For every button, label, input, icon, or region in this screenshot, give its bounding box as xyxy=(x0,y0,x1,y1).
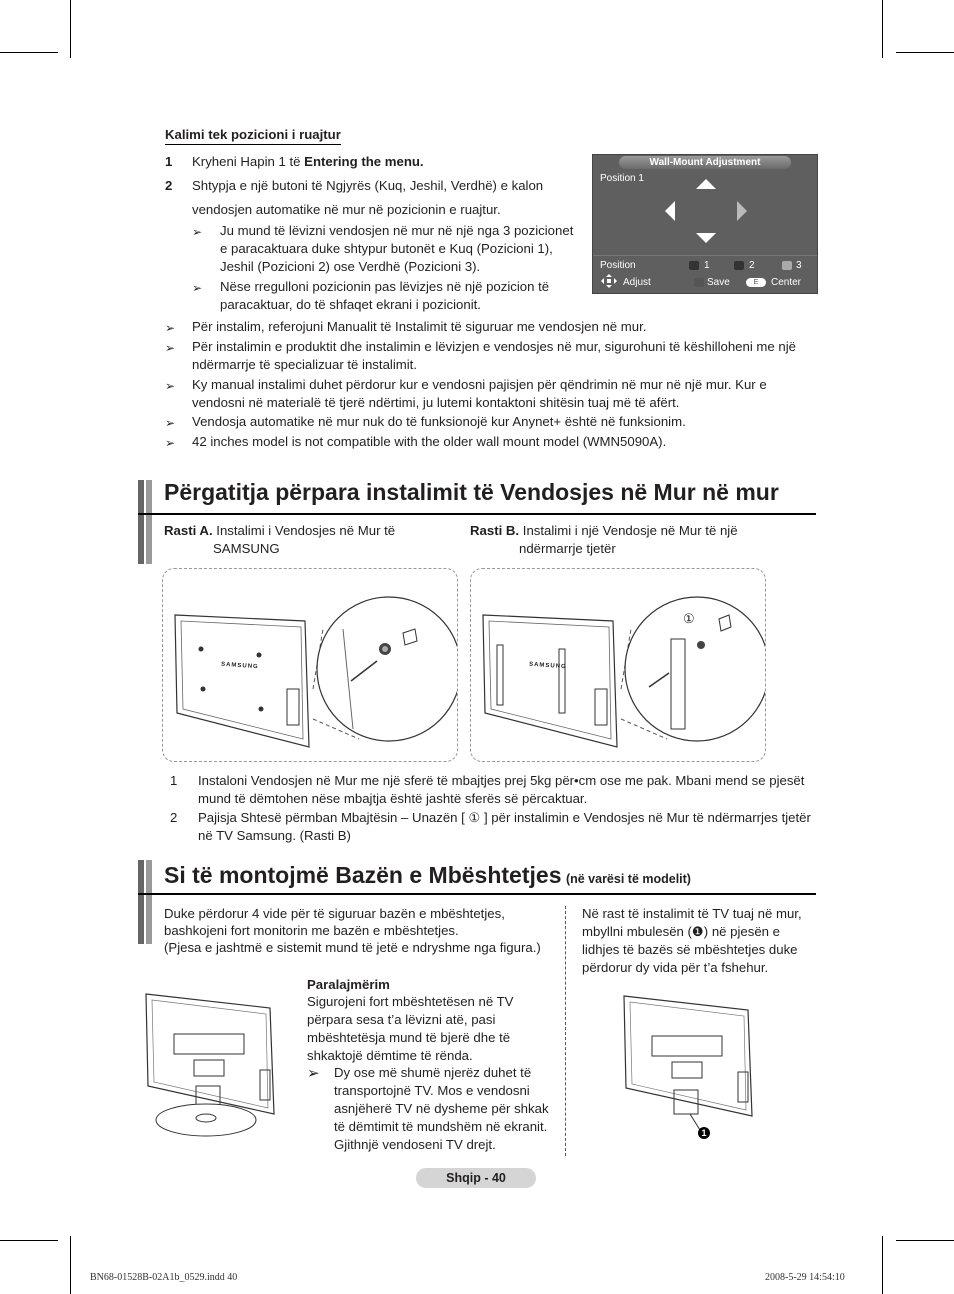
warning-arrow-icon: ➢ xyxy=(307,1065,320,1082)
case-b-text: Instalimi i një Vendosje në Mur të një xyxy=(522,523,738,538)
case-b-label: Rasti B. xyxy=(470,523,520,538)
warning-title: Paralajmërim xyxy=(307,977,390,992)
case-a-caption xyxy=(164,522,424,540)
osd-adjust: Adjust xyxy=(623,277,651,288)
note-arrow-icon: ➢ xyxy=(165,379,176,393)
step-text: vendosjen automatike në mur në pozicionin e ruajtur. xyxy=(192,202,501,217)
note-arrow-icon: ➢ xyxy=(165,321,176,335)
crop-mark xyxy=(896,52,954,53)
section-title-main: Si të montojmë Bazën e Mbështetjes xyxy=(164,862,562,888)
heading-bar xyxy=(138,860,144,944)
figure-case-a xyxy=(162,568,458,762)
crop-mark xyxy=(896,1240,954,1241)
osd-title: Wall-Mount Adjustment xyxy=(619,156,791,169)
tv-back-illustration xyxy=(163,569,457,761)
note-arrow-icon: ➢ xyxy=(192,281,203,295)
step-text xyxy=(192,153,424,171)
osd-center: Center xyxy=(771,277,802,288)
osd-screen xyxy=(592,154,818,294)
note-text: Ky manual instalimi duhet përdorur kur e vendosni pajisjen për qëndrimin në mur në një mur. Kur e vendosni në materialë të tjerë ndërtimi, ju lutemi kontaktoni shitësin tuaj më të afërt. xyxy=(192,377,767,410)
osd-row-label: Position xyxy=(600,260,636,271)
enter-button-icon: E xyxy=(746,278,766,287)
osd-pos3: 3 xyxy=(796,260,802,271)
note-arrow-icon: ➢ xyxy=(165,416,176,430)
arrow-up-icon xyxy=(696,179,716,189)
wall-install-text: Në rast të instalimit të TV tuaj në mur, mbyllni mbulesën (❶) në pjesën e lidhjes të bazës së mbështetjes duke përdorur dy vida për t’a fshehur. xyxy=(582,906,802,975)
column-divider xyxy=(565,906,566,1156)
step-text-plain: Kryheni Hapin 1 të xyxy=(192,154,305,169)
arrow-left-icon xyxy=(665,201,675,221)
osd-position-label: Position 1 xyxy=(600,173,644,184)
osd-pos2: 2 xyxy=(749,260,755,271)
heading-bar xyxy=(138,480,144,564)
heading-underline xyxy=(138,893,816,895)
ring-callout: ① xyxy=(683,611,695,626)
heading-bar xyxy=(146,860,152,944)
note-text: Për instalimin e produktit dhe instalimin e lëvizjen e vendosjes në mur, sigurohuni të këshilloheni me një ndërmarrje të specializuar të instalimit. xyxy=(192,339,797,372)
heading-underline xyxy=(138,513,816,515)
footer-date: 2008-5-29 14:54:10 xyxy=(765,1272,845,1283)
note-arrow-icon: ➢ xyxy=(165,436,176,450)
case-b-caption xyxy=(470,522,770,540)
step-number: 1 xyxy=(165,154,173,169)
case-b-caption-2: ndërmarrje tjetër xyxy=(519,541,616,556)
crop-mark xyxy=(70,1236,71,1294)
case-a-text: Instalimi i Vendosjes në Mur të xyxy=(216,523,396,538)
step-text-bold: Entering the menu. xyxy=(304,154,424,169)
case-a-label: Rasti A. xyxy=(164,523,213,538)
heading-bar xyxy=(146,480,152,564)
figure-case-b xyxy=(470,568,766,762)
list-number: 1 xyxy=(170,773,178,788)
yellow-button-icon xyxy=(782,261,792,270)
step-number: 2 xyxy=(165,178,173,193)
red-button-icon xyxy=(689,261,699,270)
crop-mark xyxy=(0,52,58,53)
green-button-icon xyxy=(734,261,744,270)
section-heading: Kalimi tek pozicioni i ruajtur xyxy=(165,126,341,145)
crop-mark xyxy=(0,1240,58,1241)
note-arrow-icon: ➢ xyxy=(192,225,203,239)
step-text: Shtypja e një butoni të Ngjyrës (Kuq, Jeshil, Verdhë) e kalon xyxy=(192,178,544,193)
section-title xyxy=(164,862,691,889)
tv-stand-illustration xyxy=(142,990,282,1146)
tv-brand-label: SAMSUNG xyxy=(528,661,567,671)
move-arrows-icon xyxy=(601,274,617,288)
list-text: Pajisja Shtesë përmban Mbajtësin – Unazën [ ① ] për instalimin e Vendosjes në Mur të ndërmarrjes tjetër në TV Samsung. (Rasti B) xyxy=(198,810,811,843)
footer-file: BN68-01528B-02A1b_0529.indd 40 xyxy=(90,1272,238,1283)
note-text: Për instalim, referojuni Manualit të Instalimit të siguruar me vendosjen në mur. xyxy=(192,319,647,334)
page-number: Shqip - 40 xyxy=(416,1168,536,1188)
assembly-text: bashkojeni fort monitorin me bazën e mbështetjes. xyxy=(164,923,459,938)
warning-text: Sigurojeni fort mbështetësen në TV përpara sesa t’a lëvizni atë, pasi mbështetësja mund të bjerë dhe të shkaktojë dëmtime të rënda. xyxy=(307,994,514,1063)
list-text: Instaloni Vendosjen në Mur me një sferë të mbajtjes prej 5kg për•cm ose me pak. Mbani mend se pjesët mund të dëmtohen nëse mbajtja është jashtë sferës së përcaktuar. xyxy=(198,773,805,806)
section-title: Përgatitja përpara instalimit të Vendosjes në Mur në mur xyxy=(164,479,779,505)
list-number: 2 xyxy=(170,810,178,825)
save-button-icon xyxy=(694,278,704,287)
note-text: 42 inches model is not compatible with the older wall mount model (WMN5090A). xyxy=(192,434,667,449)
cover-callout-icon: 1 xyxy=(698,1127,710,1139)
assembly-text: Duke përdorur 4 vide për të siguruar bazën e mbështetjes, xyxy=(164,906,505,921)
osd-save: Save xyxy=(707,277,730,288)
note-text: Ju mund të lëvizni vendosjen në mur në një nga 3 pozicionet e paracaktuara duke shtypur butonët e Kuq (Pozicioni 1), Jeshil (Pozicioni 2) ose Verdhë (Pozicioni 3). xyxy=(220,223,574,274)
tv-brand-label: SAMSUNG xyxy=(220,661,259,671)
osd-divider xyxy=(593,255,817,256)
tv-stand-wall-illustration xyxy=(620,992,760,1138)
arrow-right-icon xyxy=(737,201,747,221)
note-text: Vendosja automatike në mur nuk do të funksionojë kur Anynet+ është në funksionim. xyxy=(192,414,686,429)
assembly-text: (Pjesa e jashtmë e sistemit mund të jetë e ndryshme nga figura.) xyxy=(164,940,541,955)
osd-pos1: 1 xyxy=(704,260,710,271)
case-a-caption-2: SAMSUNG xyxy=(213,541,280,556)
note-text: Nëse rregulloni pozicionin pas lëvizjes në një pozicion të paracaktuar, do të shfaqet ekrani i pozicionit. xyxy=(220,279,550,312)
crop-mark xyxy=(882,0,883,58)
osd-direction-arrows-icon xyxy=(663,175,749,247)
crop-mark xyxy=(70,0,71,58)
section-title-note: (në varësi të modelit) xyxy=(565,872,691,886)
arrow-down-icon xyxy=(696,233,716,243)
note-arrow-icon: ➢ xyxy=(165,341,176,355)
warning-note: Dy ose më shumë njerëz duhet të transportojnë TV. Mos e vendosni asnjëherë TV në dysheme për shkak të dëmtimit të mundshëm në ekranit. Gjithnjë vendoseni TV drejt. xyxy=(334,1065,549,1152)
crop-mark xyxy=(882,1236,883,1294)
tv-back-illustration xyxy=(471,569,765,761)
